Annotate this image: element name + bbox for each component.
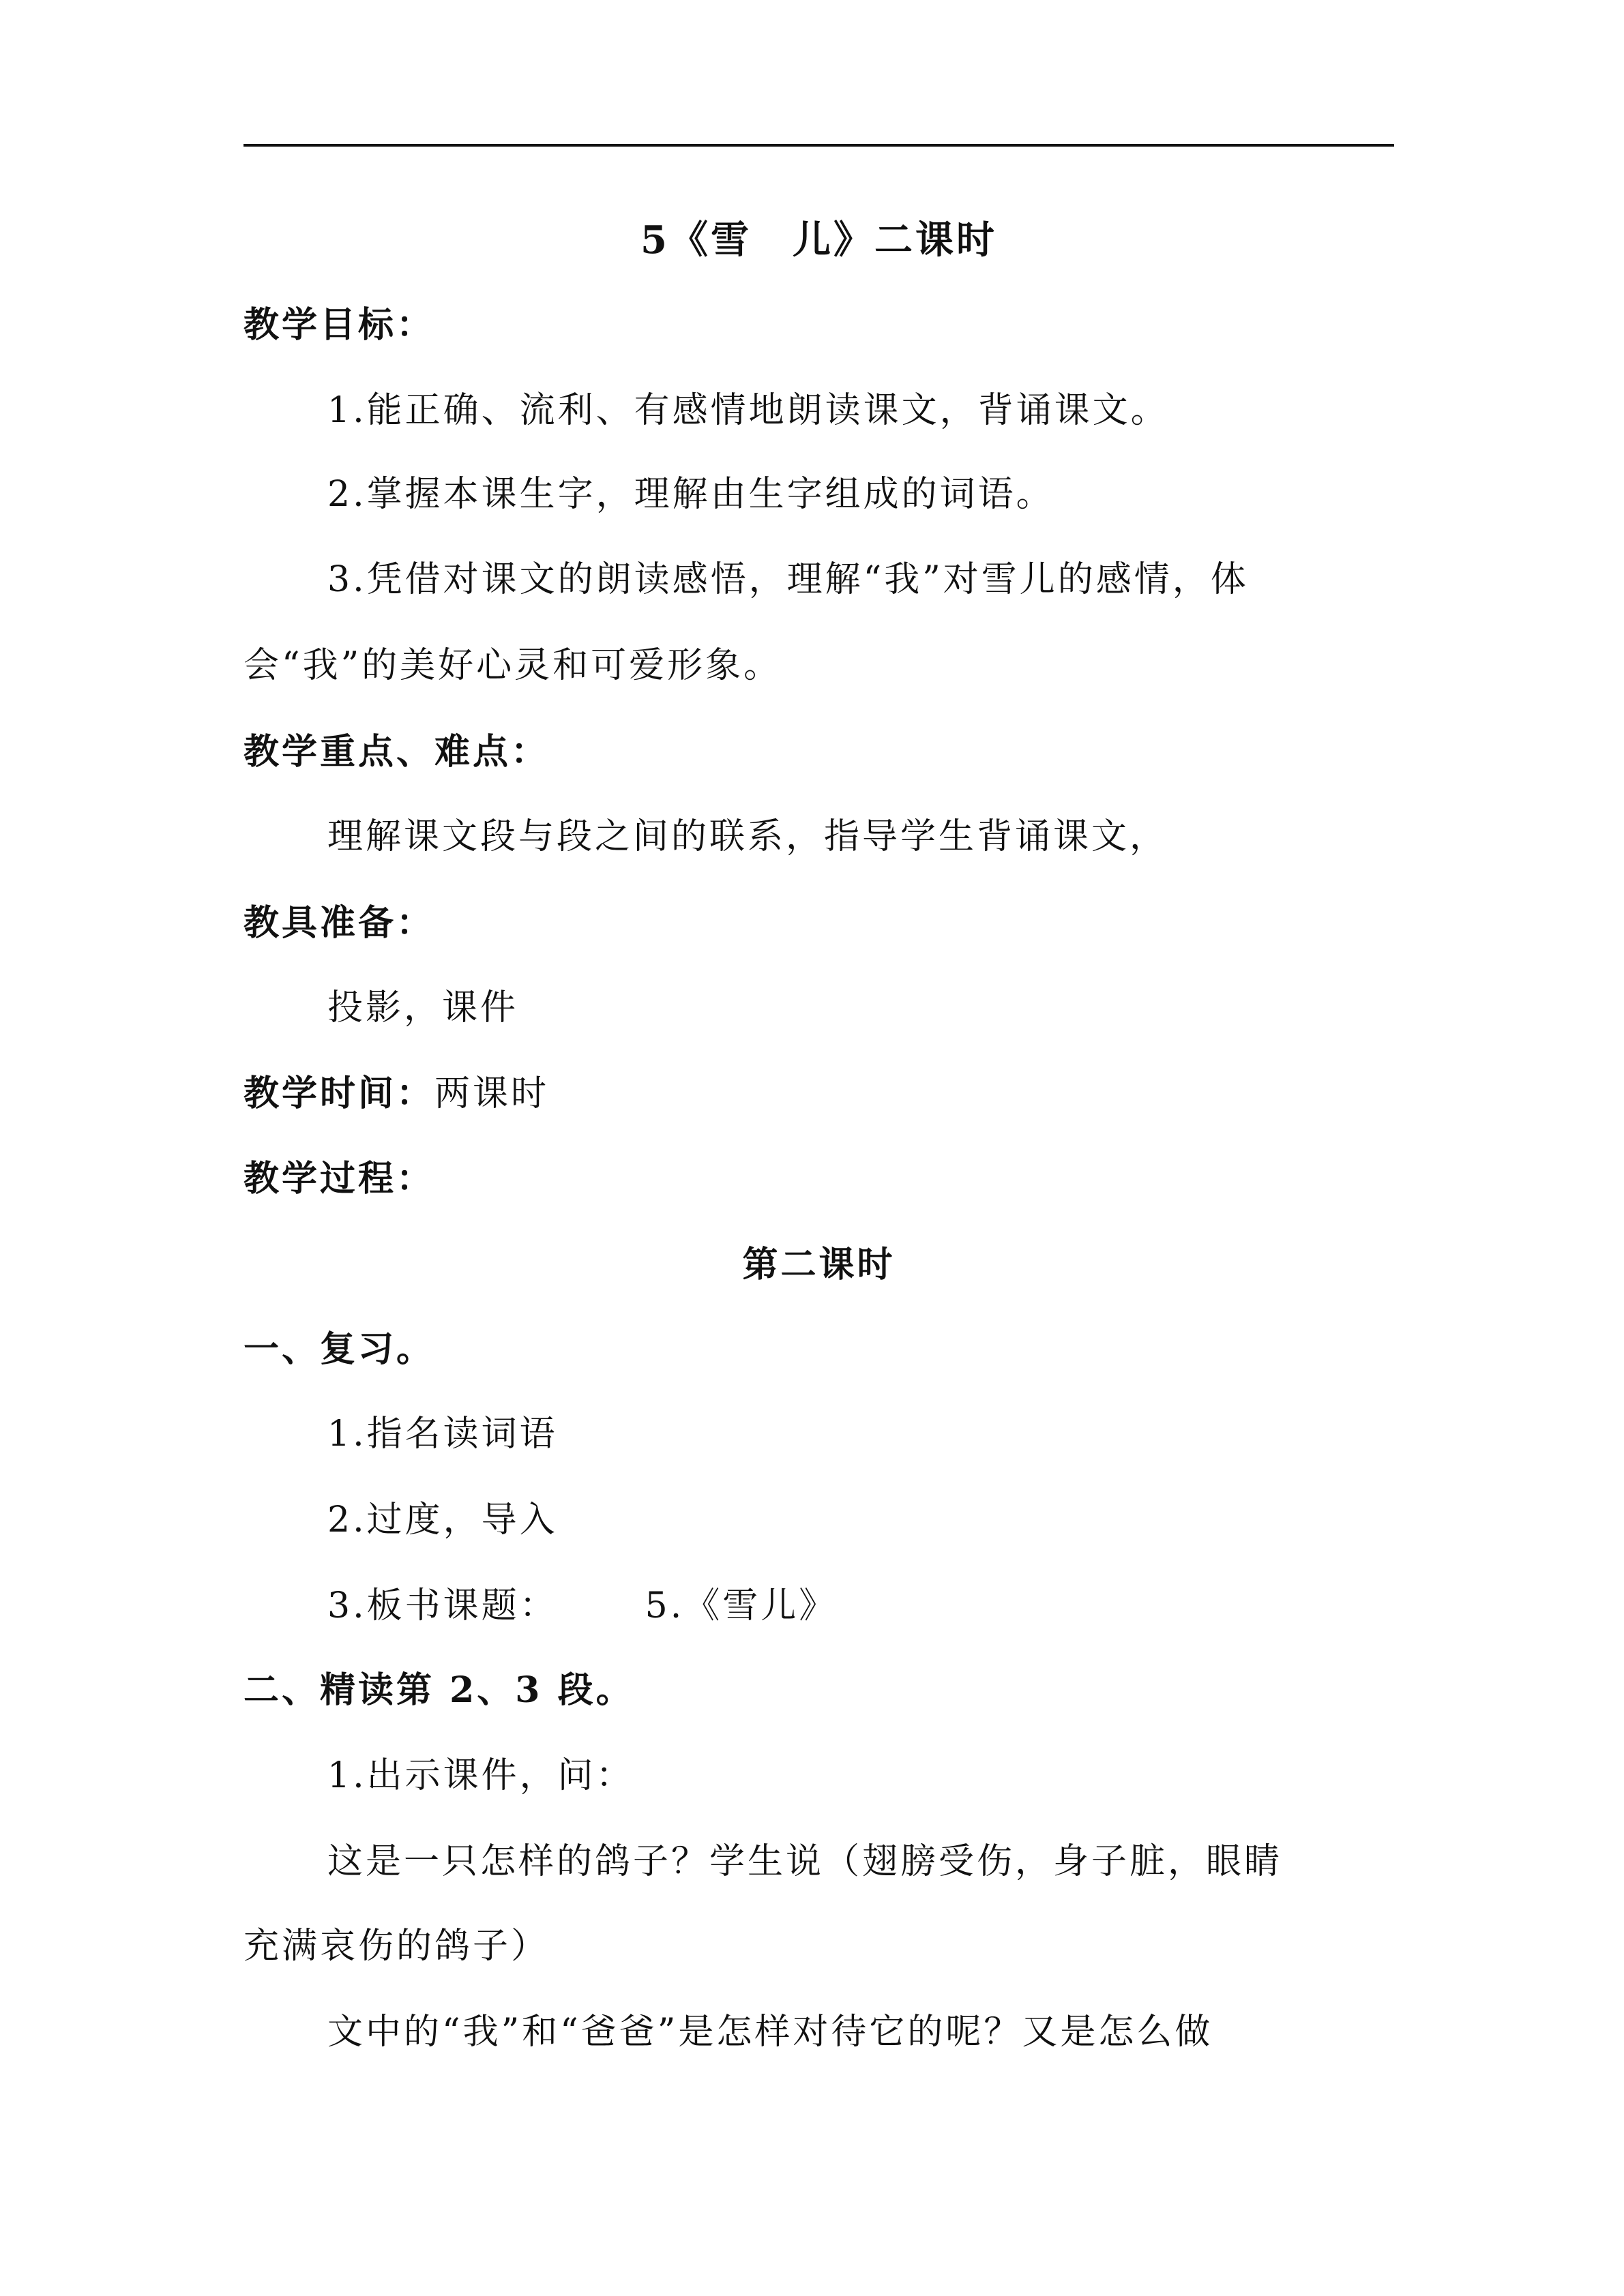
section-1-item-1: 1.指名读词语 [327, 1414, 558, 1455]
section-2-item-1: 1.出示课件，问： [327, 1755, 634, 1796]
lesson-title: 第二课时 [742, 1244, 896, 1285]
key-points-heading: 教学重点、难点： [243, 731, 550, 773]
section-2-paragraph-1-continued: 充满哀伤的鸽子） [243, 1926, 550, 1967]
key-points-text: 理解课文段与段之间的联系，指导学生背诵课文， [327, 816, 1168, 857]
objectives-heading: 教学目标： [243, 304, 435, 346]
section-1-item-3 [327, 1584, 837, 1628]
teaching-time [243, 1072, 549, 1116]
section-2-heading: 二、精读第 2、3 段。 [243, 1669, 634, 1711]
document-title: 5《雪 儿》二课时 [640, 218, 997, 263]
section-1-heading: 一、复习。 [243, 1328, 435, 1370]
objective-item-3: 3.凭借对课文的朗读感悟，理解“我”对雪儿的感情，体 [327, 559, 1249, 600]
materials-heading: 教具准备： [243, 902, 435, 944]
section-1-item-2: 2.过度，导入 [327, 1500, 558, 1540]
objective-item-2: 2.掌握本课生字，理解由生字组成的词语。 [327, 474, 1054, 515]
teaching-time-value: 两课时 [434, 1073, 550, 1114]
board-title-label: 3.板书课题： [327, 1585, 558, 1626]
header-rule [243, 144, 1394, 147]
materials-text: 投影，课件 [327, 987, 519, 1028]
board-title-value: 5.《雪儿》 [645, 1585, 838, 1626]
process-heading: 教学过程： [243, 1158, 435, 1199]
objective-item-3-continued: 会“我”的美好心灵和可爱形象。 [243, 645, 782, 686]
teaching-time-label: 教学时间： [243, 1073, 435, 1114]
section-2-paragraph-1: 这是一只怎样的鸽子？学生说（翅膀受伤，身子脏，眼睛 [327, 1841, 1283, 1882]
section-2-paragraph-2: 文中的“我”和“爸爸”是怎样对待它的呢？又是怎么做 [327, 2012, 1213, 2053]
objective-item-1: 1.能正确、流利、有感情地朗读课文，背诵课文。 [327, 390, 1169, 431]
